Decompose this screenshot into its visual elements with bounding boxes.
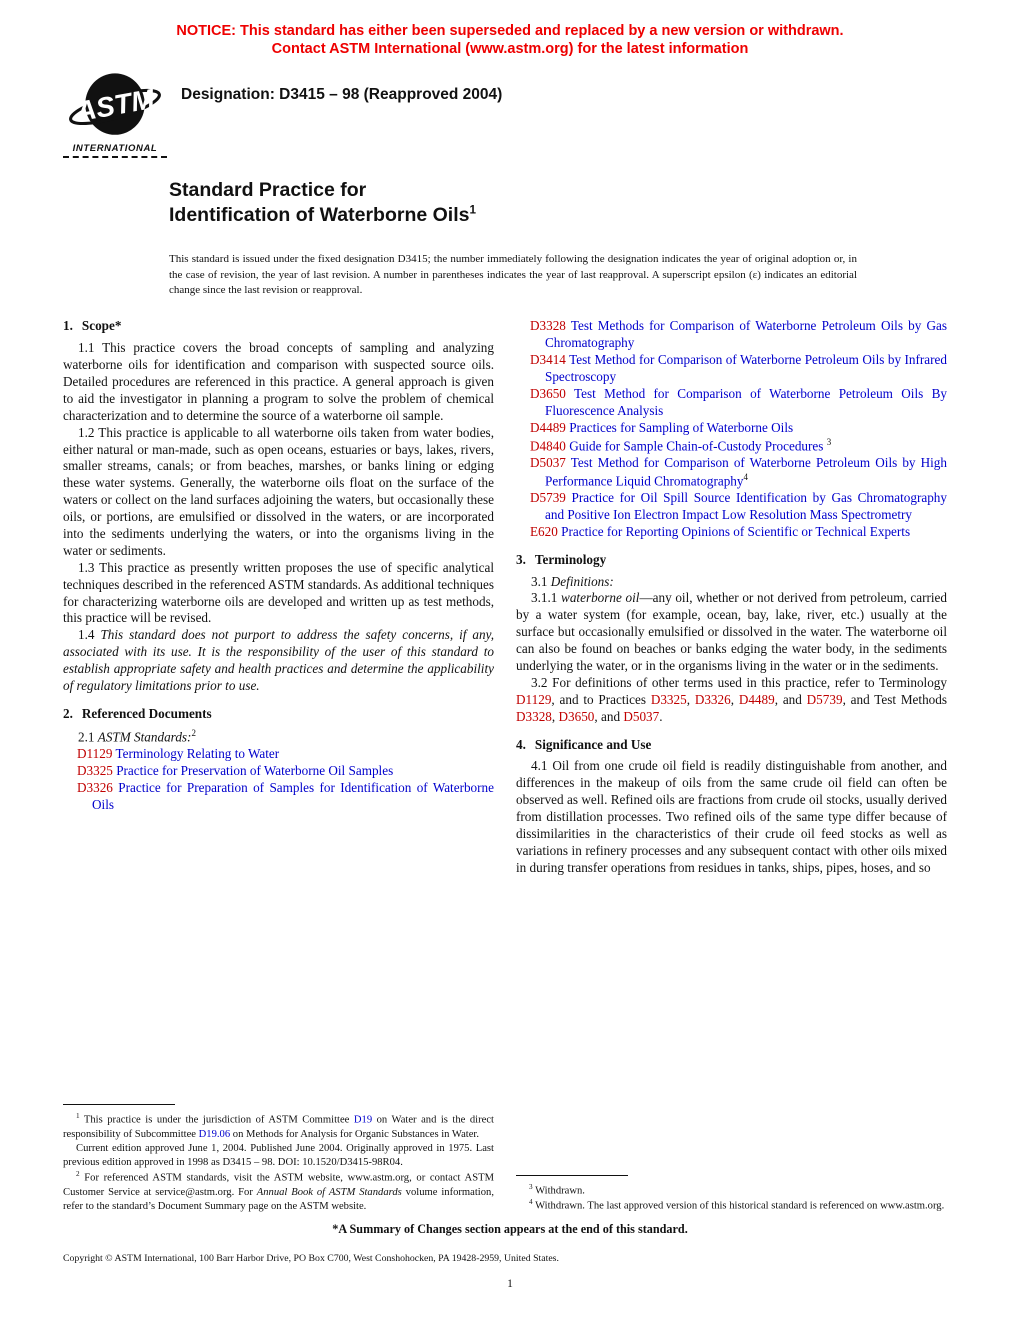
designation: Designation: D3415 – 98 (Reapproved 2004)	[181, 86, 503, 104]
standard-code-link[interactable]: D3325	[650, 691, 687, 707]
list-item	[530, 419, 947, 437]
footnote-3: $^3$ Withdrawn.	[529, 1182, 585, 1197]
standard-code-link[interactable]: D3325	[77, 762, 113, 778]
document-header	[63, 70, 957, 158]
paragraph-4-1: 4.1 Oil from one crude oil field is readily distinguishable from another, and differences in the makeup of oils from the same crude oil field can often be observed as well. Refined oils are fractions from crude oil stocks, usually derived from distillation processes. Two refined oils of the same type differ because of dissimilarities in the characteristics of their crude oil feed stocks as well as variations in refinery processes and any subsequent contact with other oils mixed in during transfer operations from residues in tanks, ships, pipes, hoses, and so	[516, 758, 947, 875]
copyright-line: Copyright © ASTM International, 100 Barr Harbor Drive, PO Box C700, West Conshohocken, PA 19428-2959, United States.	[63, 1253, 559, 1264]
paragraph-1-4: 1.4 This standard does not purport to address the safety concerns, if any, associated with its use. It is the responsibility of the user of this standard to establish appropriate safety and health practices and determine the applicability of regulatory limitations prior to use.	[63, 627, 495, 694]
list-item	[530, 436, 947, 455]
list-item	[77, 746, 494, 763]
list-item	[77, 762, 494, 780]
standard-code-link[interactable]: D5739	[806, 691, 843, 707]
standard-code-link[interactable]: D3326	[77, 779, 113, 795]
paragraph-1-2: 1.2 This practice is applicable to all waterborne oils taken from water bodies, either natural or man-made, such as open oceans, estuaries or bays, lakes, rivers, smaller streams, canals; or from beaches, marshes, or banks lining or edging these water systems. Generally, the waterborne oils float on the surface of the waters or collect on the land surfaces adjoining the waters, but occasionally these oils, or portions, are emulsified or dissolved in the waters, or are incorporated into the sediments underlying the waters, or into the organisms living in the water or sediments.	[63, 424, 494, 558]
footnote-2: $^2$ For referenced ASTM standards, visit the ASTM website, www.astm.org, or contact ASTM Customer Service at service@astm.org. For Annual Book of ASTM Standards volume information, refer to the standard’s Document Summary page on the ASTM website.	[63, 1170, 494, 1212]
title-line-1: Standard Practice for	[169, 179, 367, 202]
standard-code-link[interactable]: D3414	[530, 352, 566, 368]
svg-text:ASTM: ASTM	[73, 83, 157, 128]
left-footnotes	[63, 1104, 494, 1214]
list-item	[530, 385, 947, 420]
standard-code-link[interactable]: E620	[530, 523, 558, 539]
paragraph-3-2: 3.2 For definitions of other terms used in this practice, refer to Terminology D1129, and to Practices D3325, D3326, D4489, and D5739, and Test Methods D3328, D3650, and D5037.	[516, 674, 947, 724]
footnote-edition: Current edition approved June 1, 2004. Published June 2004. Originally approved in 1975. Last previous edition approved in 1998 as D3415 – 98. DOI: 10.1520/D3415-98R04.	[63, 1143, 494, 1169]
section-2-heading: 2. Referenced Documents	[63, 705, 212, 721]
right-footnotes	[516, 1175, 947, 1214]
standard-code-link[interactable]: D3328	[516, 708, 552, 724]
two-column-body	[63, 318, 957, 1214]
astm-globe-icon	[67, 70, 163, 142]
title-footnote-marker: 1	[469, 203, 476, 217]
list-item	[530, 318, 947, 352]
paragraph-2-1: 2.1 ASTM Standards:$^2$	[78, 727, 196, 745]
footnote-marker: 4	[743, 471, 748, 482]
left-column	[63, 318, 494, 1214]
standard-code-link[interactable]: D3650	[558, 708, 595, 724]
standard-code-link[interactable]: D5037	[530, 454, 566, 470]
paragraph-1-3: 1.3 This practice as presently written proposes the use of specific analytical techniques described in the referenced ASTM standards. As additional techniques for characterizing waterborne oils are developed and written up as test methods, this practice will be revised.	[63, 559, 494, 626]
list-item	[77, 779, 494, 814]
standard-code-link[interactable]: D3328	[530, 318, 566, 334]
standard-title-link[interactable]: Practices for Sampling of Waterborne Oils	[569, 419, 794, 435]
section-1-heading: 1. Scope*	[63, 318, 122, 334]
subcommittee-link[interactable]: D19.06	[198, 1129, 231, 1140]
notice-line-1: NOTICE: This standard has either been superseded and replaced by a new version or withdrawn.	[176, 23, 844, 39]
standard-title-link[interactable]: Test Method for Comparison of Waterborne Petroleum Oils by High Performance Liquid Chromatography	[545, 454, 947, 489]
standard-title-link[interactable]: Guide for Sample Chain-of-Custody Procedures	[569, 437, 827, 453]
page-number: 1	[507, 1278, 513, 1290]
standard-title-link[interactable]: Practice for Preservation of Waterborne Oil Samples	[116, 762, 394, 778]
right-column	[516, 318, 947, 1214]
standard-code-link[interactable]: D5037	[623, 708, 660, 724]
paragraph-3-1-1: 3.1.1 waterborne oil—any oil, whether or not derived from petroleum, carried by a water system (for example, ocean, bay, lake, river, etc.) usually at the surface but occasionally emulsified or dissolved in the water. The waterborne oil can also be found on beaches or banks edging the water body, in the sediments underlying the water, or in the organisms living in the water or in the sediments.	[516, 590, 948, 674]
standard-title-link[interactable]: Practice for Oil Spill Source Identification by Gas Chromatography and Positive Ion Electron Impact Low Resolution Mass Spectrometry	[545, 490, 947, 522]
astm-logo	[63, 70, 167, 158]
standard-code-link[interactable]: D5739	[530, 490, 566, 506]
footnote-separator	[516, 1175, 628, 1176]
section-4-heading: 4. Significance and Use	[516, 736, 652, 752]
summary-of-changes-note: *A Summary of Changes section appears at the end of this standard.	[332, 1222, 688, 1236]
astm-logo-subtitle: INTERNATIONAL	[63, 143, 167, 158]
standard-code-link[interactable]: D1129	[516, 691, 552, 707]
paragraph-1-1: 1.1 This practice covers the broad concepts of sampling and analyzing waterborne oils for identification and comparison with suspected source oils. Detailed procedures are referenced in this practice. A general approach is given to aid the investigator in planning a program to solve the problem of chemical characterization and to determine the source of a waterborne oil sample.	[63, 340, 494, 423]
standard-title-link[interactable]: Test Method for Comparison of Waterborne Petroleum Oils By Fluorescence Analysis	[545, 385, 947, 418]
list-item	[530, 523, 947, 541]
list-item	[530, 454, 947, 490]
standard-code-link[interactable]: D4489	[738, 691, 775, 707]
standard-title-link[interactable]: Practice for Preparation of Samples for Identification of Waterborne Oils	[92, 779, 494, 812]
standard-title-link[interactable]: Terminology Relating to Water	[115, 746, 280, 762]
footnote-separator	[63, 1104, 175, 1105]
standard-title-link[interactable]: Test Methods for Comparison of Waterborne Petroleum Oils by Gas Chromatography	[545, 318, 947, 351]
footnote-4: $^4$ Withdrawn. The last approved version of this historical standard is referenced on www.astm.org.	[529, 1198, 945, 1212]
withdrawal-notice	[63, 22, 957, 58]
standard-code-link[interactable]: D4489	[530, 419, 566, 435]
footnote-marker: 3	[826, 436, 832, 447]
title-line-2: Identification of Waterborne Oils$^1$	[169, 203, 476, 227]
preamble: This standard is issued under the fixed designation D3415; the number immediately following the designation indicates the year of original adoption or, in the case of revision, the year of last revision. A number in parentheses indicates the year of last reapproval. A superscript epsilon (ε) indicates an editorial change since the last revision or reapproval.	[169, 253, 857, 296]
list-item	[530, 490, 947, 524]
committee-link[interactable]: D19	[353, 1114, 373, 1126]
notice-line-2: Contact ASTM International (www.astm.org) for the latest information	[271, 41, 749, 58]
paragraph-3-1: 3.1 Definitions:	[531, 573, 614, 589]
standard-code-link[interactable]: D4840	[530, 437, 566, 453]
section-3-heading: 3. Terminology	[516, 551, 607, 567]
referenced-standards-list-right	[516, 318, 947, 540]
standard-code-link[interactable]: D3326	[694, 691, 731, 707]
standard-code-link[interactable]: D1129	[77, 746, 113, 762]
footnote-1: $^1$ This practice is under the jurisdiction of ASTM Committee D19 on Water and is the direct responsibility of Subcommittee D19.06 on Methods for Analysis for Organic Substances in Water.	[63, 1112, 494, 1140]
document-title	[169, 178, 957, 228]
standard-code-link[interactable]: D3650	[530, 385, 566, 401]
referenced-standards-list-left	[63, 746, 494, 814]
standard-title-link[interactable]: Practice for Reporting Opinions of Scientific or Technical Experts	[561, 523, 911, 539]
list-item	[530, 352, 948, 386]
standard-title-link[interactable]: Test Method for Comparison of Waterborne Petroleum Oils by Infrared Spectroscopy	[545, 352, 948, 384]
